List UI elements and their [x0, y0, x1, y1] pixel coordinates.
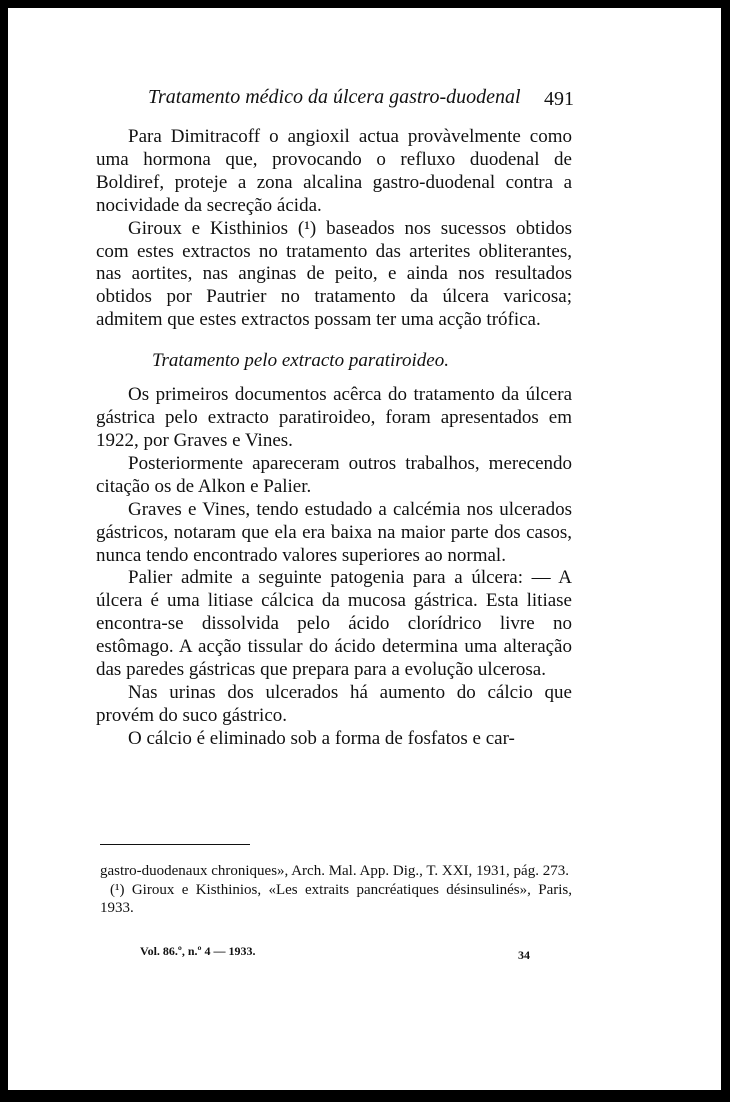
footnote-separator [100, 844, 250, 845]
paragraph: O cálcio é eliminado sob a forma de fosfatos e car- [128, 727, 515, 749]
document-page [8, 8, 721, 1090]
footnote-1: (¹) Giroux e Kisthinios, «Les extraits pancréatiques désinsulinés», Paris, 1933. [100, 881, 572, 916]
paragraph: Nas urinas dos ulcerados há aumento do cálcio que provém do suco gástrico. [96, 681, 572, 726]
footnotes [100, 862, 572, 918]
page-header [8, 86, 721, 114]
paragraph: Para Dimitracoff o angioxil actua provàvelmente como uma hormona que, provocando o refluxo duodenal de Boldiref, proteje a zona alcalina gastro-duodenal contra a nocividade da secreção ácida. [96, 126, 572, 216]
paragraph: Giroux e Kisthinios (¹) baseados nos sucessos obtidos com estes extractos no tratamento das arterites obliterantes, nas aortites, nas anginas de peito, e ainda nos resultados obtidos por Pautrier no tratamento da úlcera varicosa; admitem que estes extractos possam ter uma acção trófica. [96, 217, 572, 331]
page-number: 491 [544, 88, 574, 110]
paragraph: Graves e Vines, tendo estudado a calcémia nos ulcerados gástricos, notaram que ela era baixa na maior parte dos casos, nunca tendo encontrado valores superiores ao normal. [96, 498, 572, 566]
paragraph: Os primeiros documentos acêrca do tratamento da úlcera gástrica pelo extracto paratiroideo, foram apresentados em 1922, por Graves e Vines. [96, 384, 572, 451]
signature-mark: 34 [518, 948, 530, 962]
footnote-continued: gastro-duodenaux chroniques», Arch. Mal. App. Dig., T. XXI, 1931, pág. 273. [100, 863, 569, 879]
running-title: Tratamento médico da úlcera gastro-duodenal [148, 86, 521, 108]
body-text [96, 126, 572, 751]
volume-line: Vol. 86.º, n.º 4 — 1933. [140, 944, 256, 958]
paragraph: Palier admite a seguinte patogenia para a úlcera: — A úlcera é uma litiase cálcica da mucosa gástrica. Esta litiase encontra-se dissolvida pelo ácido clorídrico livre no estômago. A acção tissular do ácido determina uma alteração das paredes gástricas que prepara para a evolução ulcerosa. [96, 567, 572, 681]
section-heading: Tratamento pelo extracto paratiroideo. [152, 350, 449, 372]
paragraph: Posteriormente apareceram outros trabalhos, merecendo citação os de Alkon e Palier. [96, 452, 572, 497]
